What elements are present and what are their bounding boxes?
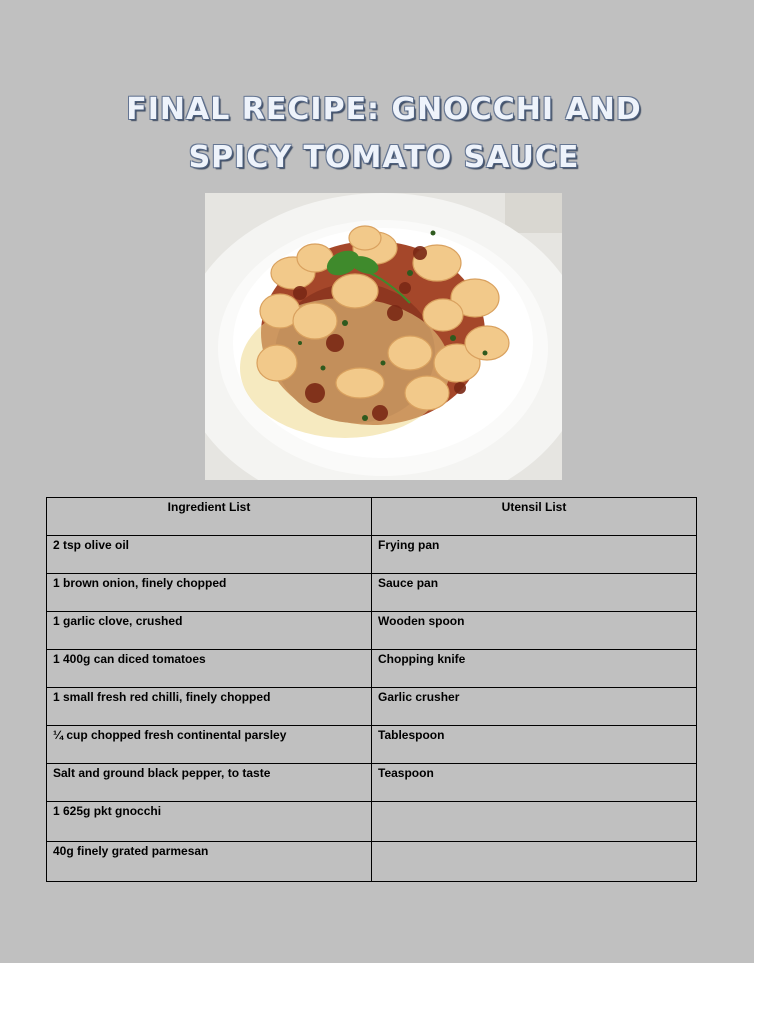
title-line-2: SPICY TOMATO SAUCE [188,140,580,175]
utensil-cell: Sauce pan [372,574,697,612]
table-row [47,536,697,574]
table-row [47,726,697,764]
gnocchi-dish-image [205,193,562,480]
ingredient-cell: 1 garlic clove, crushed [47,612,372,650]
ingredient-cell: 2 tsp olive oil [47,536,372,574]
recipe-photo [205,193,562,480]
ingredient-list-header: Ingredient List [47,498,372,536]
table-row [47,802,697,842]
utensil-cell: Tablespoon [372,726,697,764]
recipe-title [0,86,768,182]
utensil-cell: Frying pan [372,536,697,574]
ingredient-cell: ¼ cup chopped fresh continental parsley [47,726,372,764]
table-row [47,764,697,802]
ingredient-utensil-table [46,497,697,882]
ingredient-cell: 1 625g pkt gnocchi [47,802,372,842]
table-row [47,650,697,688]
utensil-cell [372,802,697,842]
ingredient-cell: 40g finely grated parmesan [47,842,372,882]
utensil-cell: Garlic crusher [372,688,697,726]
utensil-list-header: Utensil List [372,498,697,536]
ingredient-cell: 1 400g can diced tomatoes [47,650,372,688]
table-row [47,688,697,726]
ingredient-cell: 1 brown onion, finely chopped [47,574,372,612]
utensil-cell: Chopping knife [372,650,697,688]
table-row [47,842,697,882]
ingredient-cell: Salt and ground black pepper, to taste [47,764,372,802]
table-row [47,574,697,612]
title-line-1: FINAL RECIPE: GNOCCHI AND [126,92,642,127]
utensil-cell: Teaspoon [372,764,697,802]
table-row [47,612,697,650]
table-header-row [47,498,697,536]
utensil-cell: Wooden spoon [372,612,697,650]
ingredient-cell: 1 small fresh red chilli, finely chopped [47,688,372,726]
utensil-cell [372,842,697,882]
